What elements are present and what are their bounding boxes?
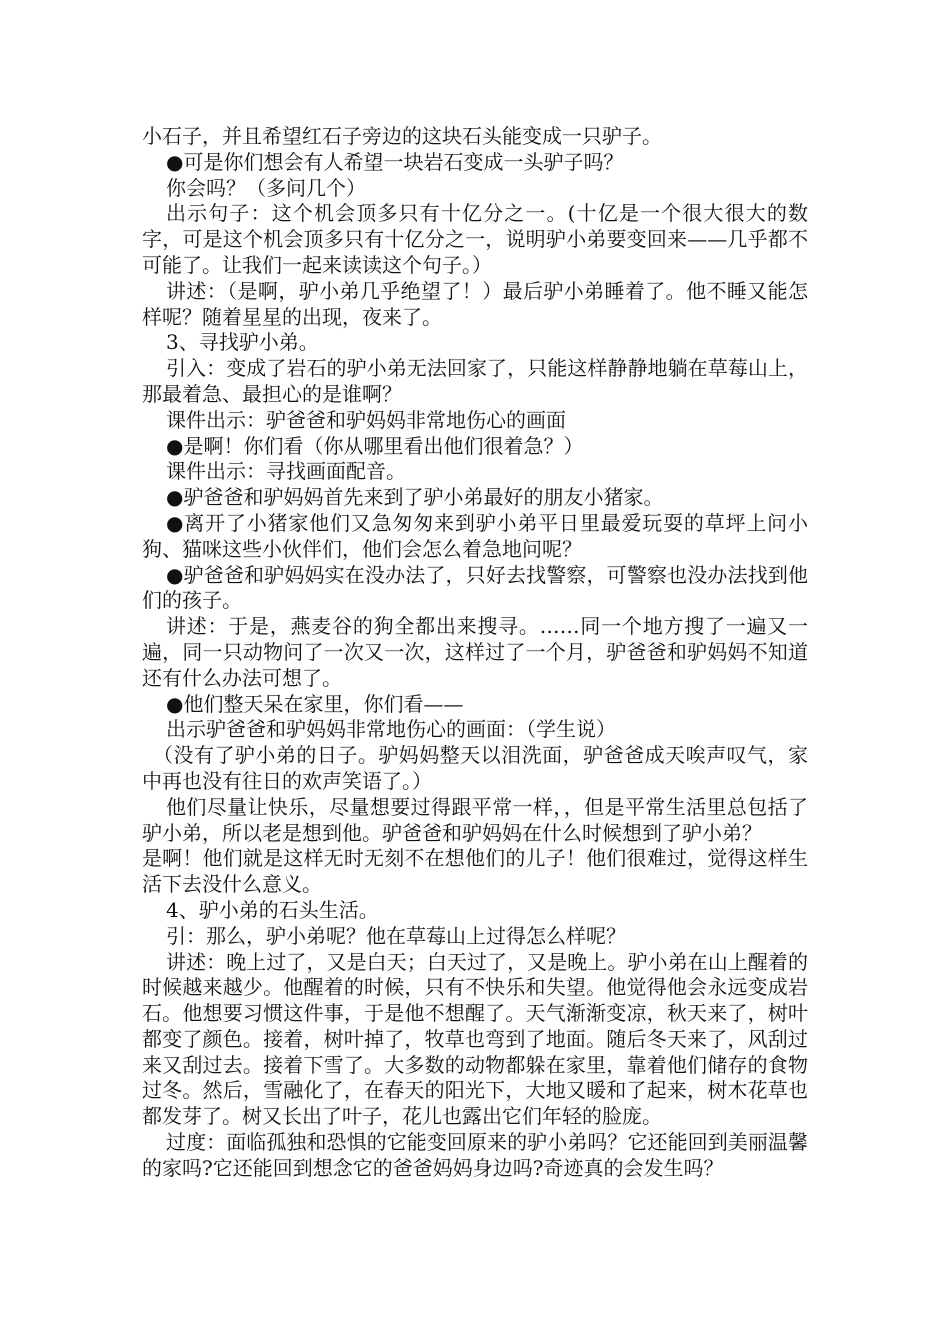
paragraph: 课件出示：寻找画面配音。 (166, 459, 406, 484)
paragraph: ●可是你们想会有人希望一块岩石变成一头驴子吗？ (166, 149, 624, 174)
paragraph: 引：那么，驴小弟呢？他在草莓山上过得怎么样呢？ (166, 923, 626, 948)
paragraph: 小石子，并且希望红石子旁边的这块石头能变成一只驴子。 (142, 124, 662, 148)
paragraph: 你会吗？（多问几个） (166, 175, 366, 200)
paragraph: ●他们整天呆在家里，你们看—— (166, 691, 464, 716)
paragraph: ●离开了小猪家他们又急匆匆来到驴小弟平日里最爱玩耍的草坪上问小狗、猫咪这些小伙伴们，他们会怎么着急地问呢？ (142, 510, 808, 561)
paragraph: 讲述：于是，燕麦谷的狗全都出来搜寻。……同一个地方搜了一遍又一遍，同一只动物问了一次又一次，这样过了一个月，驴爸爸和驴妈妈不知道还有什么办法可想了。 (142, 614, 808, 690)
paragraph: 是啊！他们就是这样无时无刻不在想他们的儿子！他们很难过，觉得这样生活下去没什么意义。 (142, 846, 808, 897)
document-body (142, 124, 808, 1182)
paragraph: 出示句子：这个机会顶多只有十亿分之一。(十亿是一个很大很大的数字，可是这个机会顶多只有十亿分之一，说明驴小弟要变回来——几乎都不可能了。让我们一起来读读这个句子。） (142, 201, 808, 277)
paragraph: 引入：变成了岩石的驴小弟无法回家了，只能这样静静地躺在草莓山上，那最着急、最担心的是谁啊？ (142, 356, 808, 406)
paragraph: ●驴爸爸和驴妈妈实在没办法了，只好去找警察，可警察也没办法找到他们的孩子。 (142, 562, 808, 613)
section-heading: 4、驴小弟的石头生活。 (166, 897, 379, 922)
paragraph: 他们尽量让快乐，尽量想要过得跟平常一样，，但是平常生活里总包括了驴小弟，所以老是想到他。驴爸爸和驴妈妈在什么时候想到了驴小弟？ (142, 794, 808, 845)
paragraph: ●驴爸爸和驴妈妈首先来到了驴小弟最好的朋友小猪家。 (166, 485, 664, 510)
paragraph: 讲述：晚上过了，又是白天；白天过了，又是晚上。驴小弟在山上醒着的时候越来越少。他醒着的时候，只有不快乐和失望。他觉得他会永远变成岩石。他想要习惯这件事，于是他不想醒了。天气渐渐变凉，秋天来了，树叶都变了颜色。接着，树叶掉了，牧草也弯到了地面。随后冬天来了，风刮过来又刮过去。接着下雪了。大多数的动物都躲在家里，靠着他们储存的食物过冬。然后，雪融化了，在春天的阳光下，大地又暖和了起来，树木花草也都发芽了。树又长出了叶子，花儿也露出它们年轻的脸庞。 (142, 949, 808, 1129)
section-heading: 3、寻找驴小弟。 (166, 330, 319, 355)
paragraph: ●是啊！你们看（你从哪里看出他们很着急？） (166, 433, 584, 458)
paragraph: （没有了驴小弟的日子。驴妈妈整天以泪洗面，驴爸爸成天唉声叹气，家中再也没有往日的欢声笑语了。） (142, 743, 808, 793)
paragraph: 出示驴爸爸和驴妈妈非常地伤心的画面：（学生说） (166, 717, 616, 742)
paragraph: 课件出示：驴爸爸和驴妈妈非常地伤心的画面 (166, 407, 566, 432)
paragraph: 讲述：（是啊，驴小弟几乎绝望了！）最后驴小弟睡着了。他不睡又能怎样呢？随着星星的出现，夜来了。 (142, 278, 808, 329)
paragraph: 过度：面临孤独和恐惧的它能变回原来的驴小弟吗？它还能回到美丽温馨的家吗?它还能回到想念它的爸爸妈妈身边吗?奇迹真的会发生吗？ (142, 1130, 808, 1180)
